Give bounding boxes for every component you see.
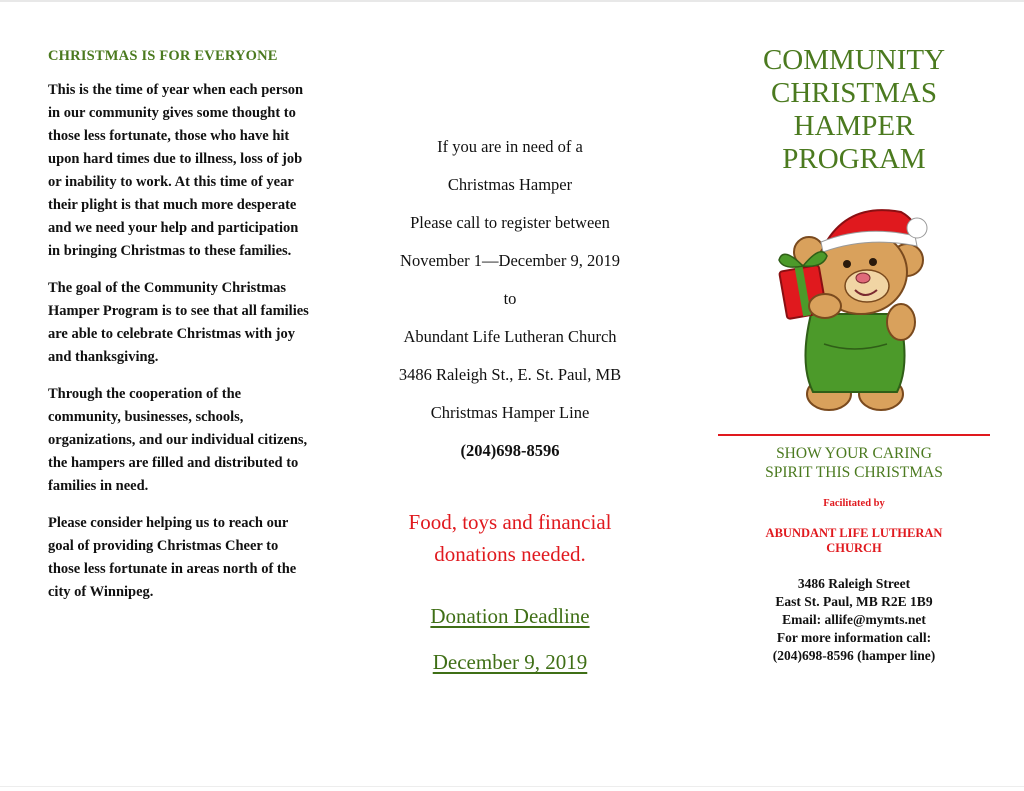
registration-dates: November 1—December 9, 2019 (400, 251, 620, 270)
caring-slogan (714, 444, 994, 482)
title-line-2: CHRISTMAS (771, 77, 937, 109)
facilitating-church (714, 526, 994, 556)
donations-needed-text (350, 506, 670, 570)
slogan-line-1: SHOW YOUR CARING (776, 445, 932, 462)
donation-deadline-label: Donation Deadline (430, 604, 590, 628)
teddy-bear-with-gift-icon (769, 194, 939, 420)
church-line-1: ABUNDANT LIFE LUTHERAN (765, 526, 943, 540)
church-line-2: CHURCH (826, 541, 882, 555)
scan-edge-bottom (0, 786, 1024, 787)
hamper-line-label: Christmas Hamper Line (430, 403, 590, 422)
intro-paragraph: This is the time of year when each person in our community gives some thought to those less fortunate, those who have hit upon hard times due to illness, loss of job or inability to work. At this time of year their plight is that much more desperate and we need your help and participation in bringing Christmas to these families. (48, 82, 304, 259)
program-title (714, 44, 994, 176)
donations-line-2: donations needed. (434, 542, 586, 566)
contact-city: East St. Paul, MB R2E 1B9 (775, 594, 933, 609)
consider-helping-paragraph: Please consider helping us to reach our goal of providing Christmas Cheer to those less fortunate in areas north of the city of Winnipeg. (48, 515, 297, 600)
title-line-3: HAMPER (793, 110, 915, 142)
right-panel (714, 44, 994, 665)
street-address-line: 3486 Raleigh St., E. St. Paul, MB (398, 365, 622, 384)
contact-info-label: For more information call: (776, 630, 932, 645)
donations-line-1: Food, toys and financial (408, 510, 612, 534)
hamper-phone-number: (204)698-8596 (460, 441, 560, 460)
goal-paragraph: The goal of the Community Christmas Hamper Program is to see that all families are able to celebrate Christmas with joy and thanksgiving. (48, 280, 309, 365)
title-line-4: PROGRAM (782, 143, 926, 175)
christmas-for-everyone-heading: CHRISTMAS IS FOR EVERYONE (48, 48, 278, 64)
donation-deadline-date: December 9, 2019 (432, 650, 588, 674)
donation-deadline (350, 600, 670, 678)
to-line: to (503, 289, 517, 308)
hamper-line: Christmas Hamper (447, 175, 573, 194)
register-line: Please call to register between (410, 213, 610, 232)
contact-info (714, 575, 994, 665)
slogan-line-2: SPIRIT THIS CHRISTMAS (765, 464, 943, 481)
need-line: If you are in need of a (437, 137, 583, 156)
church-name-line: Abundant Life Lutheran Church (403, 327, 617, 346)
title-line-1: COMMUNITY (762, 44, 946, 76)
red-divider (718, 434, 990, 436)
left-panel (48, 48, 310, 618)
contact-street: 3486 Raleigh Street (797, 576, 911, 591)
contact-email: Email: allife@mymts.net (782, 612, 926, 627)
contact-phone: (204)698-8596 (hamper line) (772, 648, 936, 663)
scan-edge-top (0, 0, 1024, 2)
cooperation-paragraph: Through the cooperation of the community, businesses, schools, organizations, and our individual citizens, the hampers are filled and distributed to families in need. (48, 386, 308, 494)
middle-panel (350, 128, 670, 678)
facilitated-by-label: Facilitated by (823, 498, 885, 509)
